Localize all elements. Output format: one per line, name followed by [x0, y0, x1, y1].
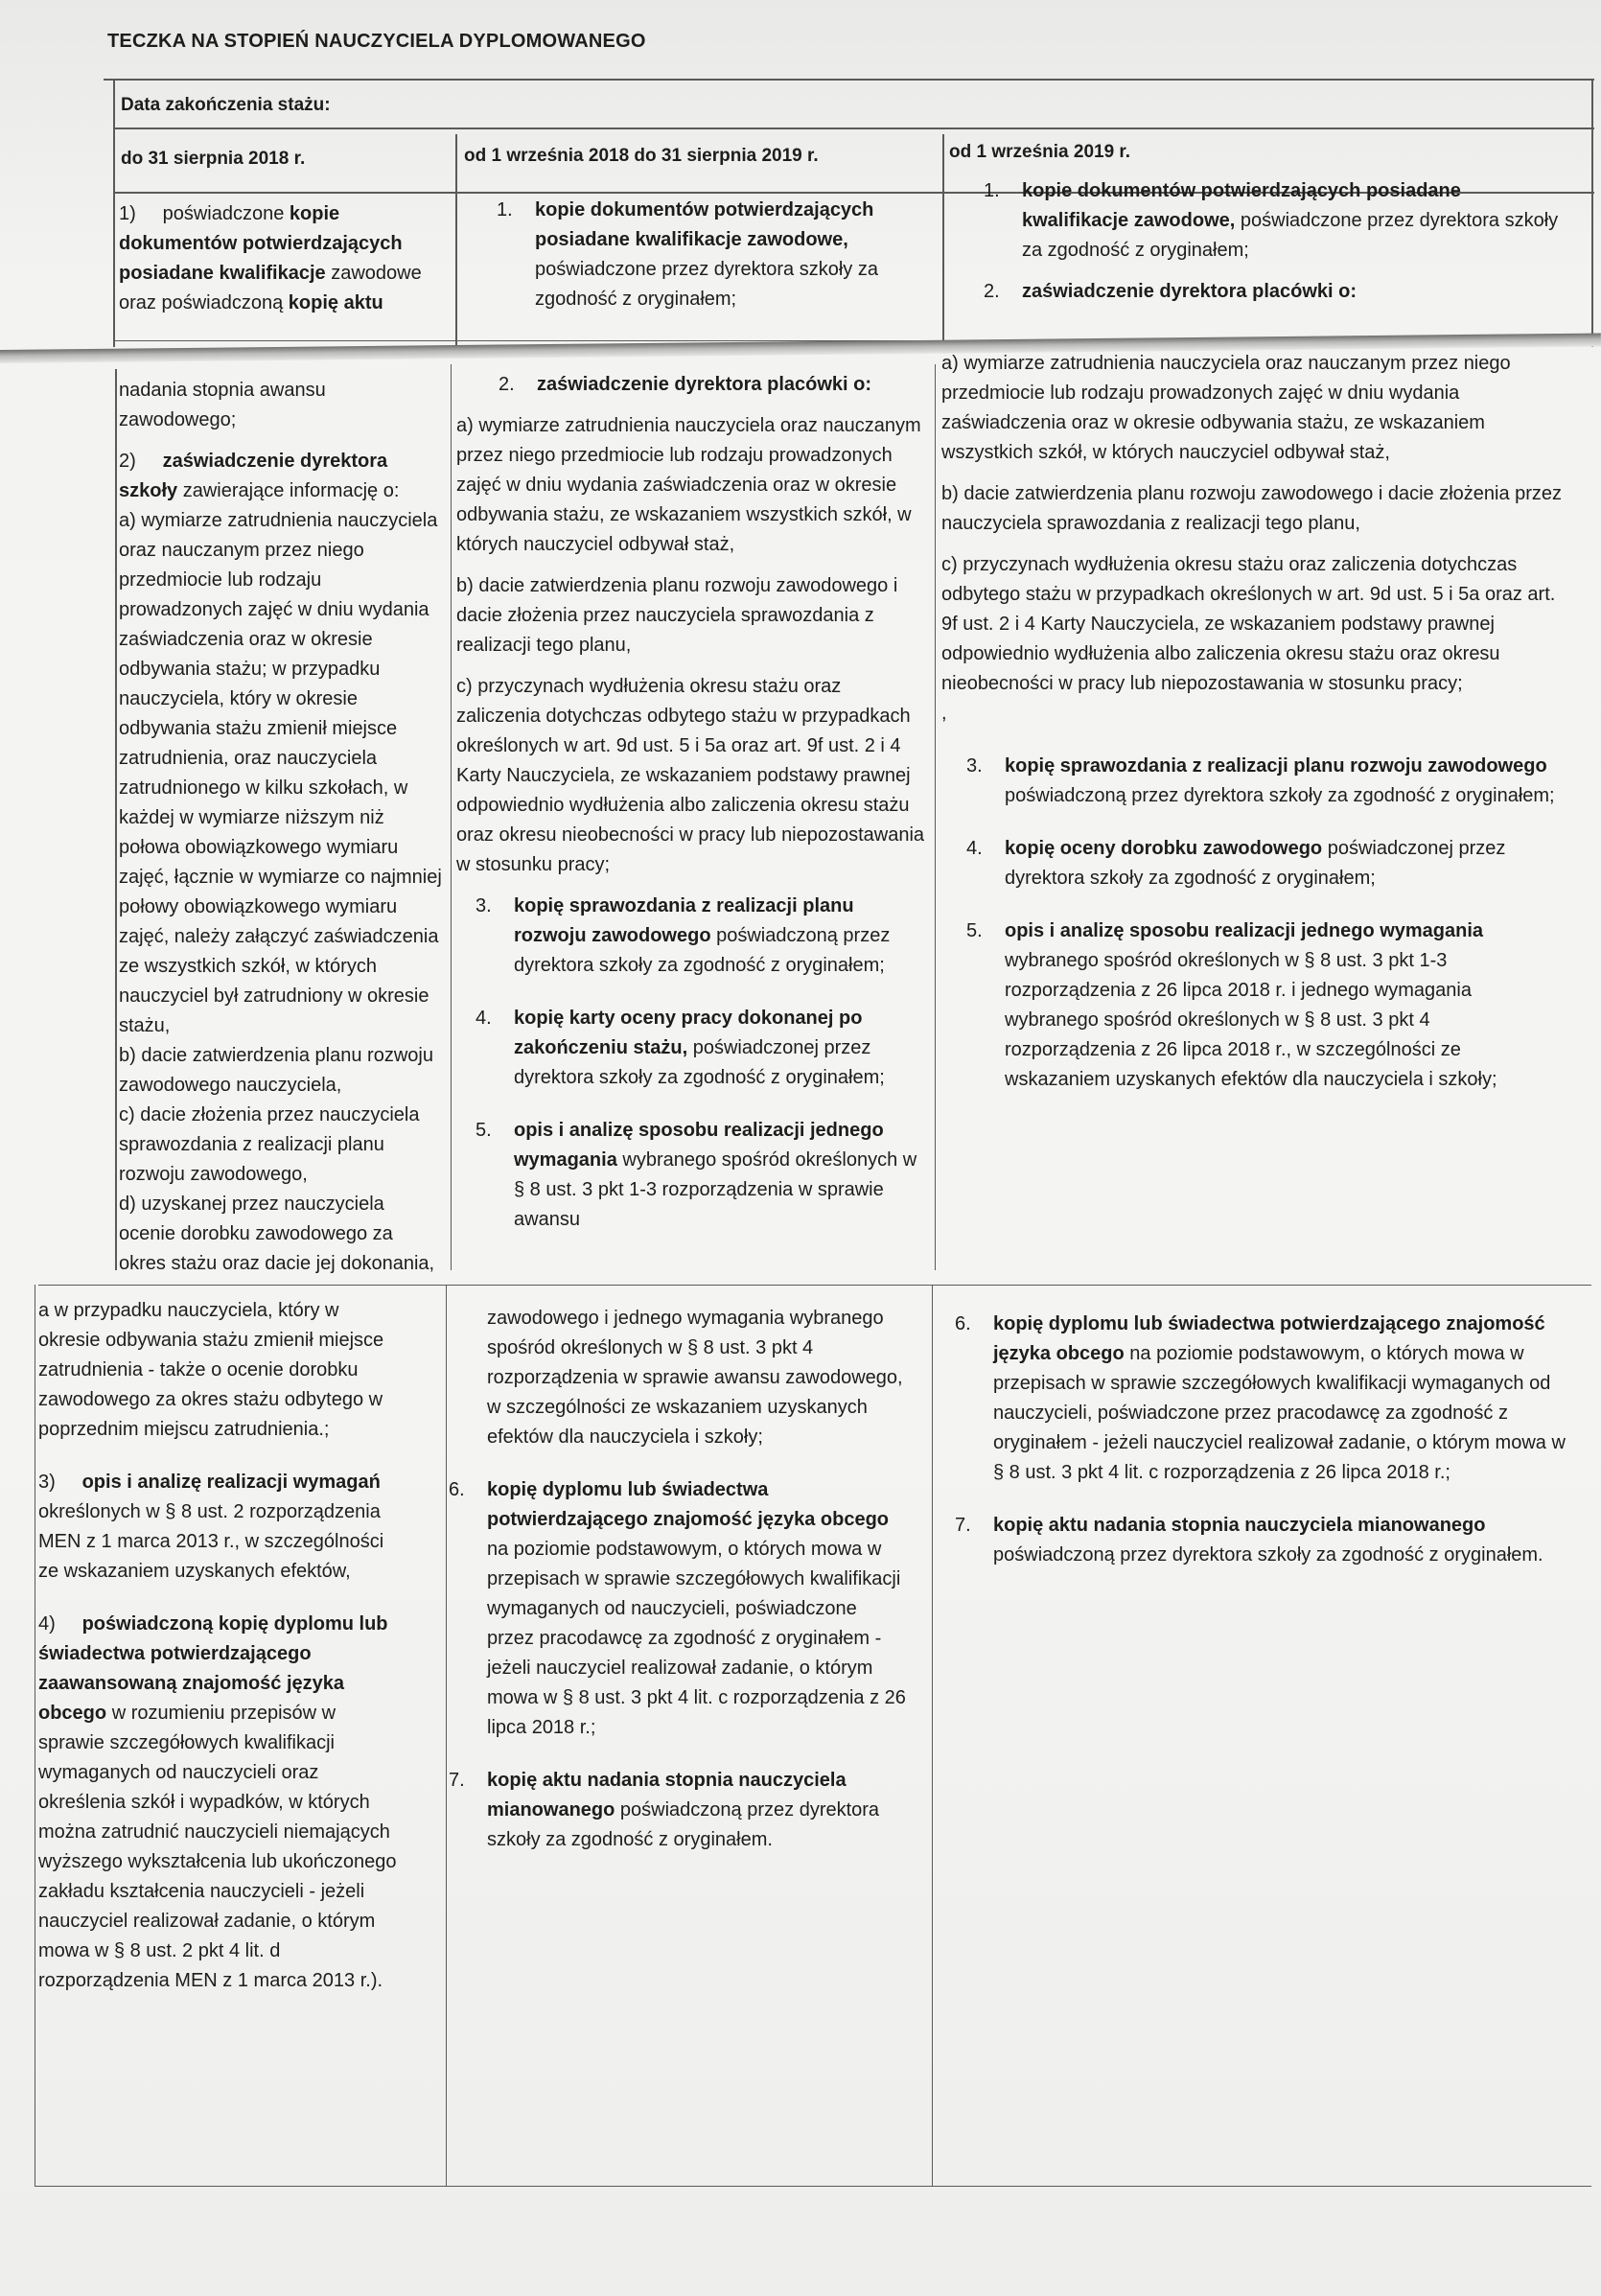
column-header-2: od 1 września 2018 do 31 sierpnia 2019 r. [464, 146, 819, 166]
col3-item-7: 7. kopię aktu nadania stopnia nauczyciela mianowanego poświadczoną przez dyrektora szkoły za zgodność z oryginałem. [955, 1515, 1543, 1565]
table-border-bottom [35, 2186, 1591, 2187]
col1-item-1-top: 1) poświadczone kopie dokumentów potwierdzających posiadane kwalifikacje zawodowe oraz poświadczoną kopię aktu [119, 203, 422, 313]
col2-item-1: 1. kopie dokumentów potwierdzających posiadane kwalifikacje zawodowe, poświadczone przez dyrektora szkoły za zgodność z oryginałem; [497, 199, 878, 310]
col3-item-2: 2. zaświadczenie dyrektora placówki o: [984, 281, 1357, 302]
col2-items-3-5 [456, 892, 928, 1235]
col1-item-2-c: c) dacie złożenia przez nauczyciela sprawozdania z realizacji planu rozwoju zawodowego, [119, 1104, 420, 1185]
col3-item-1: 1. kopie dokumentów potwierdzających posiadane kwalifikacje zawodowe, poświadczone przez dyrektora szkoły za zgodność z oryginałem; [984, 180, 1559, 261]
column-header-1: do 31 sierpnia 2018 r. [121, 149, 306, 169]
col2-item-3: 3. kopię sprawozdania z realizacji planu rozwoju zawodowego poświadczoną przez dyrektora szkoły za zgodność z oryginałem; [476, 895, 891, 976]
document-title: TECZKA NA STOPIEŃ NAUCZYCIELA DYPLOMOWANEGO [107, 31, 646, 52]
table-border-col2-3 [446, 1285, 447, 2186]
col2-item-7: 7. kopię aktu nadania stopnia nauczyciela mianowanego poświadczoną przez dyrektora szkoły za zgodność z oryginałem. [449, 1770, 880, 1850]
col2-item-6: 6. kopię dyplomu lub świadectwa potwierdzającego znajomość języka obcego na poziomie podstawowym, o których mowa w przepisach w sprawie szczegółowych kwalifikacji wymaganych od nauczycieli, poświadczone przez pracodawcę za zgodność z oryginałem - jeżeli nauczyciel realizował zadanie, o którym mowa w § 8 ust. 3 pkt 4 lit. c rozporządzenia z 26 lipca 2018 r.; [449, 1479, 906, 1738]
col1-item-4: 4) poświadczoną kopię dyplomu lub świadectwa potwierdzającego zaawansowaną znajomość języka obcego w rozumieniu przepisów w sprawie szczegółowych kwalifikacji wymaganych od nauczycieli oraz określenia szkół i wypadków, w których można zatrudnić nauczycieli niemających wyższego wykształcenia lub ukończonego zakładu kształcenia nauczycieli - jeżeli nauczyciel realizował zadanie, o którym mowa w § 8 ust. 2 pkt 4 lit. d rozporządzenia MEN z 1 marca 2013 r.). [38, 1613, 397, 1991]
table-border-left [113, 79, 115, 347]
col1-item-2-b: b) dacie zatwierdzenia planu rozwoju zawodowego nauczyciela, [119, 1045, 433, 1096]
date-label: Data zakończenia stażu: [121, 95, 331, 115]
col3-item-2-a: a) wymiarze zatrudnienia nauczyciela oraz nauczanym przez niego przedmiocie lub rodzaju prowadzonych zajęć w dniu wydania zaświadczenia oraz w okresie odbywania stażu, ze wskazaniem wszystkich szkół, w których nauczyciel odbywał staż, [941, 353, 1511, 463]
col3-items-3-5 [941, 752, 1565, 1095]
col2-item-2-c: c) przyczynach wydłużenia okresu stażu oraz zaliczenia dotychczas odbytego stażu w przypadkach określonych w art. 9d ust. 5 i 5a oraz art. 9f ust. 2 i 4 Karty Nauczyciela, ze wskazaniem podstawy prawnej odpowiednio wydłużenia albo zaliczenia okresu stażu oraz okresu nieobecności w pracy lub niepozostawania w stosunku pracy; [456, 676, 925, 875]
col2-column-body [456, 370, 928, 1235]
col3-item-4: 4. kopię oceny dorobku zawodowego poświadczonej przez dyrektora szkoły za zgodność z oryginałem; [966, 838, 1506, 889]
col3-items-1-2-top [984, 176, 1559, 307]
column-header-3: od 1 września 2019 r. [949, 142, 1131, 162]
col3-column-body-lower [955, 1310, 1568, 1570]
col3-item-3: 3. kopię sprawozdania z realizacji planu rozwoju zawodowego poświadczoną przez dyrektora szkoły za zgodność z oryginałem; [966, 755, 1555, 806]
table-border-top [104, 79, 1594, 81]
col3-column-body [941, 349, 1565, 1095]
table-border-col2-2 [451, 364, 452, 1270]
col1-item-3: 3) opis i analizę realizacji wymagań określonych w § 8 ust. 2 rozporządzenia MEN z 1 marca 2013 r., w szczególności ze wskazaniem uzyskanych efektów, [38, 1472, 384, 1582]
table-border-col3-2 [935, 364, 936, 1270]
col2-item-2-a: a) wymiarze zatrudnienia nauczyciela oraz nauczanym przez niego przedmiocie lub rodzaju prowadzonych zajęć w dniu wydania zaświadczenia oraz w okresie odbywania stażu, ze wskazaniem wszystkich szkół, w których nauczyciel odbywał staż, [456, 415, 921, 555]
table-border-header [113, 128, 1594, 129]
col1-item-2: 2) zaświadczenie dyrektora szkoły zawierające informację o: [119, 451, 400, 501]
col2-item-4: 4. kopię karty oceny pracy dokonanej po zakończeniu stażu, poświadczonej przez dyrektora szkoły za zgodność z oryginałem; [476, 1008, 885, 1088]
table-border-right [1591, 79, 1593, 347]
col1-column-body-lower [38, 1296, 403, 1996]
col3-item-6: 6. kopię dyplomu lub świadectwa potwierdzającego znajomość języka obcego na poziomie podstawowym, o których mowa w przepisach w sprawie szczegółowych kwalifikacji wymaganych od nauczycieli, poświadczone przez pracodawcę za zgodność z oryginałem - jeżeli nauczyciel realizował zadanie, o którym mowa w § 8 ust. 3 pkt 4 lit. c rozporządzenia z 26 lipca 2018 r.; [955, 1313, 1566, 1483]
col1-item-2-d: d) uzyskanej przez nauczyciela ocenie dorobku zawodowego za okres stażu oraz dacie jej dokonania, [119, 1194, 435, 1274]
table-border-left-2 [115, 369, 117, 1270]
table-border-mid [38, 1285, 1591, 1286]
col3-item-2-b: b) dacie zatwierdzenia planu rozwoju zawodowego i dacie złożenia przez nauczyciela sprawozdania z realizacji tego planu, [941, 483, 1563, 534]
col1-item-2-d-cont: a w przypadku nauczyciela, który w okresie odbywania stażu zmienił miejsce zatrudnienia - także o ocenie dorobku zawodowego za okres stażu odbytego w poprzednim miejscu zatrudnienia.; [38, 1300, 384, 1440]
table-border-col3 [942, 134, 944, 347]
col2-column-body-lower [449, 1304, 909, 1855]
col2-item-5: 5. opis i analizę sposobu realizacji jednego wymagania wybranego spośród określonych w § 8 ust. 3 pkt 1-3 rozporządzenia w sprawie awansu [476, 1120, 917, 1230]
col3-stray-comma: , [941, 703, 947, 724]
col2-item-5-cont: zawodowego i jednego wymagania wybranego spośród określonych w § 8 ust. 3 pkt 4 rozporządzenia w sprawie awansu zawodowego, w szczególności ze wskazaniem uzyskanych efektów dla nauczyciela i szkoły; [487, 1308, 903, 1448]
col1-column-body [119, 376, 445, 1279]
table-border-col3-3 [932, 1285, 933, 2186]
col3-item-5: 5. opis i analizę sposobu realizacji jednego wymagania wybranego spośród określonych w § 8 ust. 3 pkt 1-3 rozporządzenia z 26 lipca 2018 r. i jednego wymagania wybranego spośród określonych w § 8 ust. 3 pkt 4 rozporządzenia z 26 lipca 2018 r., w szczególności ze wskazaniem uzyskanych efektów dla nauczyciela i szkoły; [966, 920, 1497, 1090]
table-border-col2 [455, 134, 457, 347]
col1-item-2-a: a) wymiarze zatrudnienia nauczyciela oraz nauczanym przez niego przedmiocie lub rodzaju prowadzonych zajęć w dniu wydania zaświadczenia oraz w okresie odbywania stażu; w przypadku nauczyciela, który w okresie odbywania stażu zmienił miejsce zatrudnienia, oraz nauczyciela zatrudnionego w kilku szkołach, w każdej w wymiarze niższym niż połowa obowiązkowego wymiaru zajęć, łącznie w wymiarze co najmniej połowy obowiązkowego wymiaru zajęć, należy załączyć zaświadczenia ze wszystkich szkół, w których nauczyciel był zatrudniony w okresie stażu, [119, 510, 442, 1036]
col2-item-2-b: b) dacie zatwierdzenia planu rozwoju zawodowego i dacie złożenia przez nauczyciela sprawozdania z realizacji tego planu, [456, 575, 898, 656]
col2-item-2: 2. zaświadczenie dyrektora placówki o: [499, 374, 872, 395]
col1-item-1-cont: nadania stopnia awansu zawodowego; [119, 380, 326, 430]
col3-item-2-c: c) przyczynach wydłużenia okresu stażu oraz zaliczenia dotychczas odbytego stażu w przypadkach określonych w art. 9d ust. 5 i 5a oraz art. 9f ust. 2 i 4 Karty Nauczyciela, ze wskazaniem podstawy prawnej odpowiednio wydłużenia albo zaliczenia okresu stażu oraz okresu nieobecności w pracy lub niepozostawania w stosunku pracy; [941, 554, 1556, 694]
